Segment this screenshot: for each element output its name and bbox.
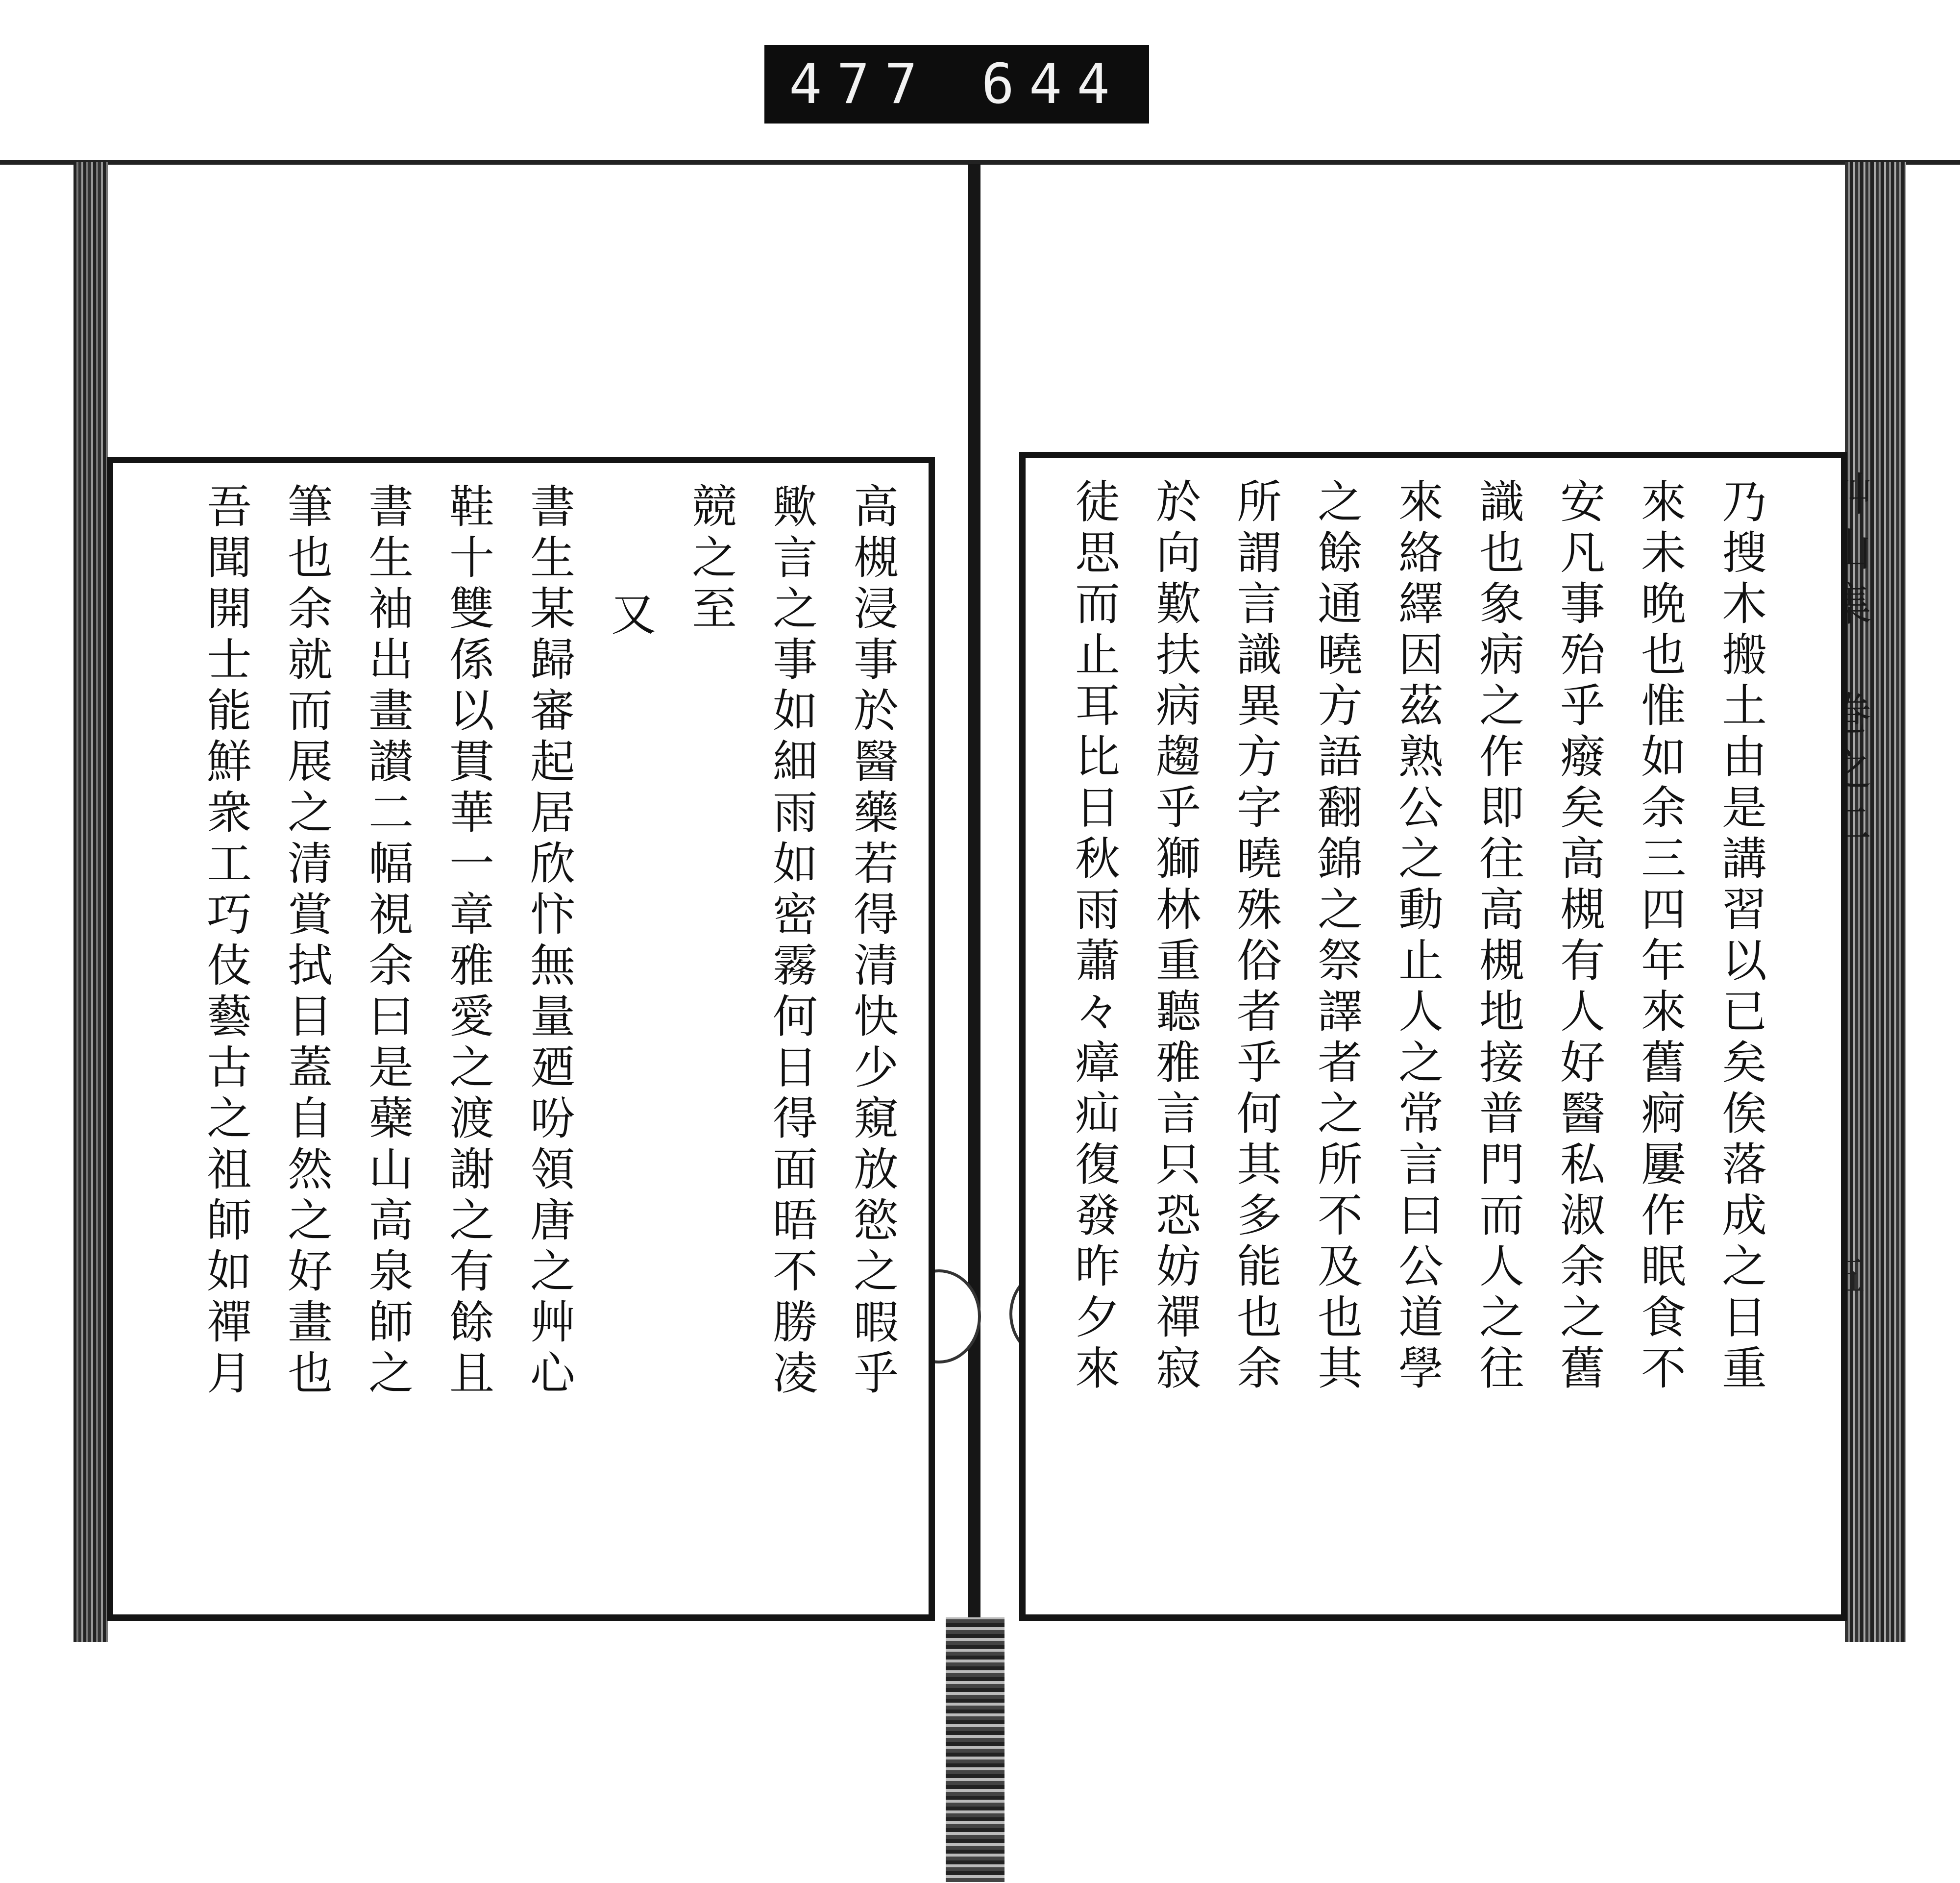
text-column: 鞋十雙係以貫華一章雅愛之渡謝之有餘且	[442, 483, 494, 1400]
text-column: 安凡事殆乎癈矣高槻有人好醫私淑余之舊	[1553, 478, 1605, 1395]
book-gutter	[968, 164, 980, 1855]
section-heading: 又	[604, 591, 656, 655]
text-column: 競之至	[685, 483, 737, 636]
text-column: 來絡繹因茲熟公之動止人之常言曰公道學	[1391, 478, 1444, 1395]
call-number-left: 477	[789, 52, 932, 116]
text-column: 書生袖出畫讃二幅視余曰是蘗山高泉師之	[361, 483, 414, 1400]
left-page-frame	[107, 457, 935, 1621]
text-column: 書生某歸審起居欣忭無量廼吩領唐之艸心	[523, 483, 575, 1400]
text-column: 識也象病之作即往高槻地接普門而人之往	[1472, 478, 1524, 1395]
text-column: 乃搜木搬土由是講習以已矣俟落成之日重	[1715, 478, 1767, 1395]
text-column: 吾聞開士能鮮衆工巧伎藝古之祖師如禪月	[199, 483, 252, 1400]
left-page-edges	[74, 162, 108, 1642]
binding-thread	[946, 1617, 1004, 1882]
right-page-edges	[1845, 162, 1906, 1642]
text-column: 於向歎扶病趨乎獅林重聽雅言只恐妨禪寂	[1149, 478, 1201, 1395]
text-column: 所謂言識異方字曉殊俗者乎何其多能也余	[1229, 478, 1282, 1395]
text-column: 來未晩也惟如余三四年來舊痾屢作眠食不	[1634, 478, 1686, 1395]
text-column: 歟言之事如細雨如密霧何日得面晤不勝凌	[765, 483, 818, 1400]
text-column: 筆也余就而展之清賞拭目蓋自然之好畫也	[280, 483, 333, 1400]
call-number-label	[764, 45, 1149, 124]
call-number-right: 644	[981, 52, 1125, 116]
text-column: 之餘通曉方語翻錦之祭譯者之所不及也其	[1310, 478, 1363, 1395]
text-column: 高槻浸事於醫藥若得清快少窺放慾之暇乎	[846, 483, 899, 1400]
text-column: 徒思而止耳比日秋雨蕭々瘴疝復發昨夕來	[1068, 478, 1120, 1395]
right-page-frame	[1019, 452, 1847, 1621]
